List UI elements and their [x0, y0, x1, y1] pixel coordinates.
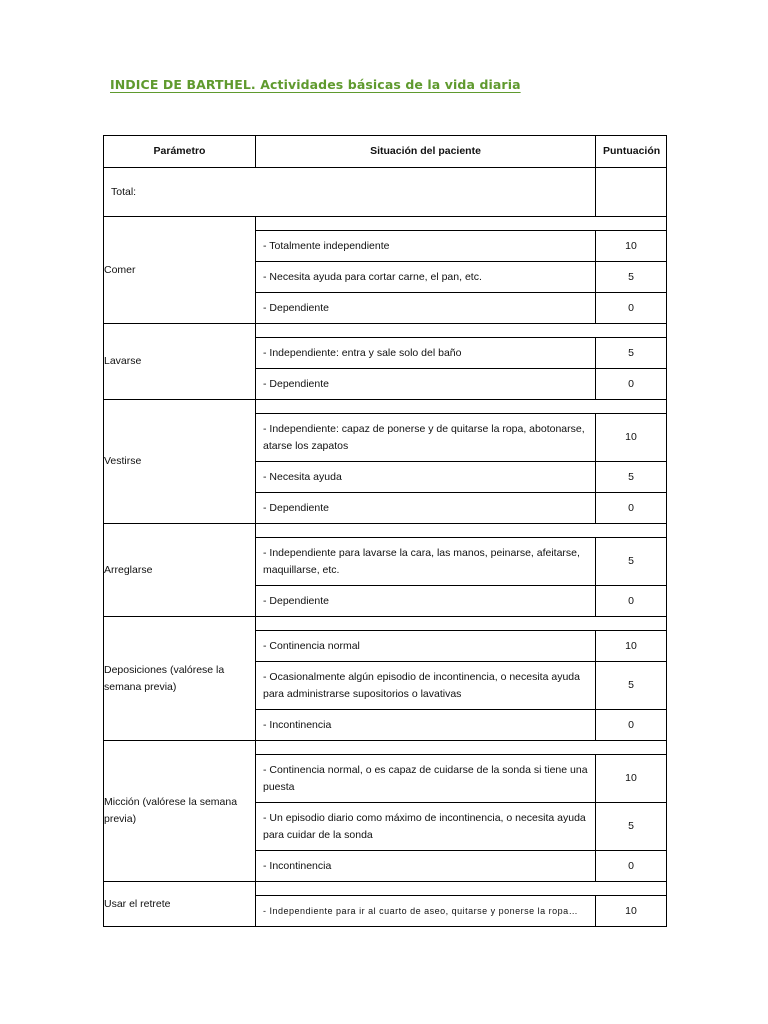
situation-cell: - Necesita ayuda para cortar carne, el pan, etc. — [256, 262, 596, 293]
score-cell: 0 — [596, 493, 667, 524]
spacer-cell — [256, 524, 667, 538]
situation-cell: - Dependiente — [256, 493, 596, 524]
header-score: Puntuación — [596, 136, 667, 168]
spacer-cell — [256, 882, 667, 896]
score-cell: 5 — [596, 338, 667, 369]
total-label: Total: — [104, 168, 596, 217]
situation-cell: - Independiente: entra y sale solo del baño — [256, 338, 596, 369]
group-spacer-row — [104, 617, 667, 631]
group-spacer-row — [104, 882, 667, 896]
situation-cell: - Continencia normal, o es capaz de cuidarse de la sonda si tiene una puesta — [256, 755, 596, 803]
spacer-cell — [256, 324, 667, 338]
score-cell: 5 — [596, 262, 667, 293]
header-parameter: Parámetro — [104, 136, 256, 168]
score-cell: 0 — [596, 586, 667, 617]
parameter-cell: Vestirse — [104, 400, 256, 524]
barthel-table — [103, 135, 667, 927]
header-situation: Situación del paciente — [256, 136, 596, 168]
score-cell: 0 — [596, 369, 667, 400]
situation-cell: - Un episodio diario como máximo de incontinencia, o necesita ayuda para cuidar de la sonda — [256, 803, 596, 851]
score-cell: 10 — [596, 231, 667, 262]
spacer-cell — [256, 400, 667, 414]
parameter-cell: Arreglarse — [104, 524, 256, 617]
situation-cell: - Independiente para lavarse la cara, las manos, peinarse, afeitarse, maquillarse, etc. — [256, 538, 596, 586]
score-cell: 10 — [596, 896, 667, 927]
situation-cell: - Dependiente — [256, 293, 596, 324]
parameter-cell: Deposiciones (valórese la semana previa) — [104, 617, 256, 741]
group-spacer-row — [104, 400, 667, 414]
score-cell: 5 — [596, 462, 667, 493]
group-spacer-row — [104, 217, 667, 231]
header-row — [104, 136, 667, 168]
spacer-cell — [256, 617, 667, 631]
parameter-cell: Usar el retrete — [104, 882, 256, 927]
total-row — [104, 168, 667, 217]
parameter-cell: Micción (valórese la semana previa) — [104, 741, 256, 882]
score-cell: 10 — [596, 414, 667, 462]
situation-cell: - Incontinencia — [256, 710, 596, 741]
group-spacer-row — [104, 324, 667, 338]
score-cell: 5 — [596, 803, 667, 851]
total-score-cell — [596, 168, 667, 217]
document-title: INDICE DE BARTHEL. Actividades básicas de la vida diaria — [110, 77, 521, 92]
score-cell: 0 — [596, 710, 667, 741]
score-cell: 5 — [596, 662, 667, 710]
situation-cell: - Independiente para ir al cuarto de aseo, quitarse y ponerse la ropa… — [256, 896, 596, 927]
situation-cell: - Continencia normal — [256, 631, 596, 662]
situation-cell: - Dependiente — [256, 369, 596, 400]
situation-cell: - Dependiente — [256, 586, 596, 617]
group-spacer-row — [104, 741, 667, 755]
situation-cell: - Necesita ayuda — [256, 462, 596, 493]
parameter-cell: Lavarse — [104, 324, 256, 400]
spacer-cell — [256, 741, 667, 755]
situation-cell: - Ocasionalmente algún episodio de incontinencia, o necesita ayuda para administrarse supositorios o lavativas — [256, 662, 596, 710]
group-spacer-row — [104, 524, 667, 538]
situation-cell: - Incontinencia — [256, 851, 596, 882]
spacer-cell — [256, 217, 667, 231]
parameter-cell: Comer — [104, 217, 256, 324]
score-cell: 0 — [596, 851, 667, 882]
situation-cell: - Totalmente independiente — [256, 231, 596, 262]
score-cell: 10 — [596, 755, 667, 803]
score-cell: 10 — [596, 631, 667, 662]
score-cell: 5 — [596, 538, 667, 586]
score-cell: 0 — [596, 293, 667, 324]
situation-cell: - Independiente: capaz de ponerse y de quitarse la ropa, abotonarse, atarse los zapatos — [256, 414, 596, 462]
